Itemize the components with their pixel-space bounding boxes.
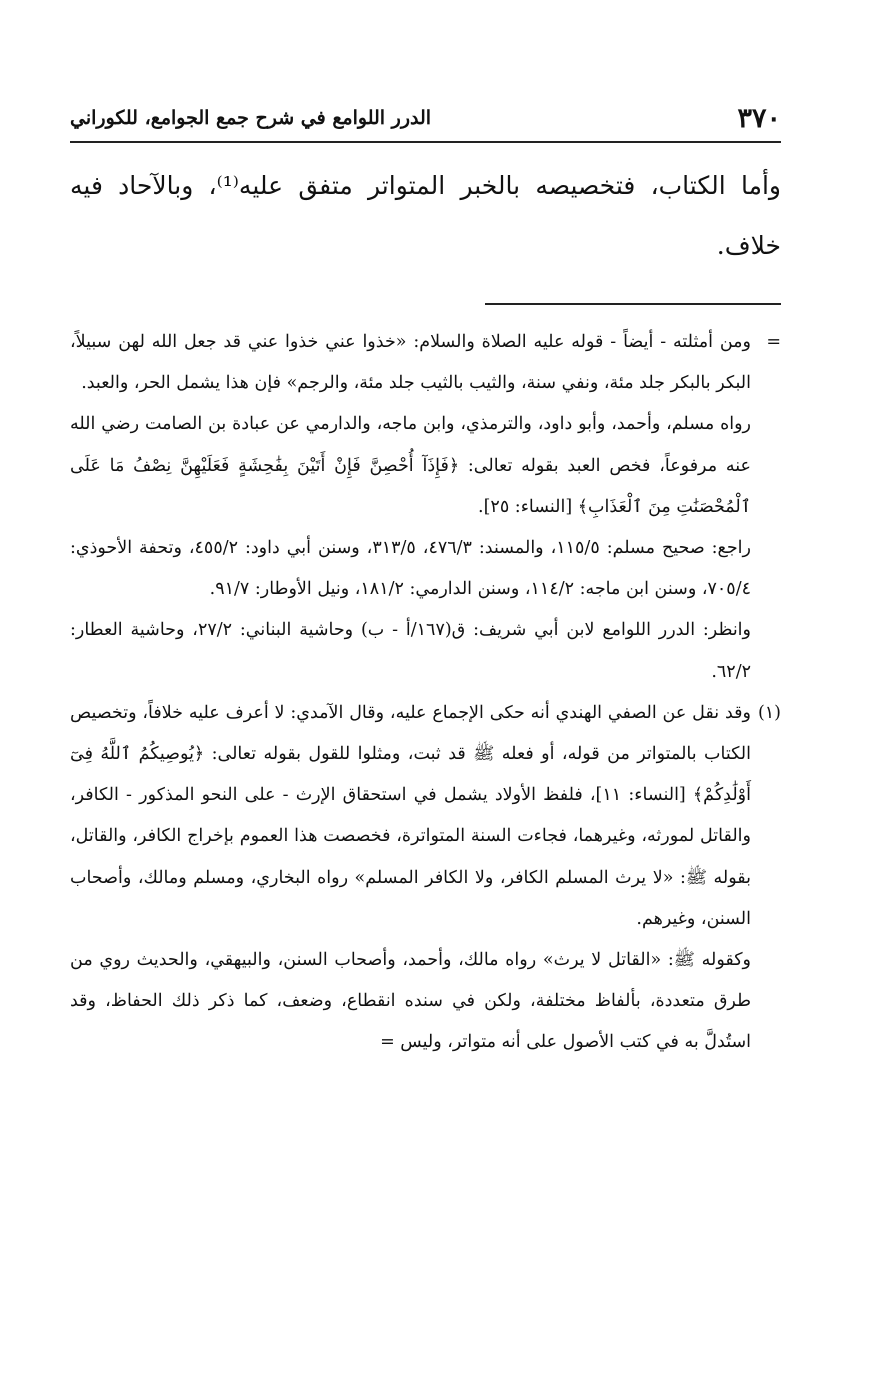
main-paragraph: وأما الكتاب، فتخصيصه بالخبر المتواتر متفق عليه⁽¹⁾، وبالآحاد فيه خلاف. — [70, 171, 781, 260]
running-title: الدرر اللوامع في شرح جمع الجوامع، للكوراني — [70, 107, 432, 129]
footnote-paragraph: وقد نقل عن الصفي الهندي أنه حكى الإجماع عليه، وقال الآمدي: لا أعرف عليه خلافاً، وتخصيص الكتاب بالمتواتر من قوله، أو فعله ﷺ قد ثبت، ومثلوا للقول بقوله تعالى: ﴿يُوصِيكُمُ ٱللَّهُ فِىٓ أَوْلَٰدِكُمْ﴾ [النساء: ١١]، فلفظ الأولاد يشمل في استحقاق الإرث - على النحو المذكور - الكافر، والقاتل لمورثه، وغيرهما، فجاءت السنة المتواترة، فخصصت هذا العموم بإخراج الكافر، والقاتل، بقوله ﷺ: «لا يرث المسلم الكافر، ولا الكافر المسلم» رواه البخاري، ومسلم ومالك، وأصحاب السنن، وغيرهم. — [70, 702, 751, 929]
footnote-separator — [485, 303, 781, 305]
footnote-paragraph: ومن أمثلته - أيضاً - قوله عليه الصلاة والسلام: «خذوا عني خذوا عني قد جعل الله لهن سبيلاً، البكر بالبكر جلد مئة، ونفي سنة، والثيب بالثيب جلد مئة، والرجم» فإن هذا يشمل الحر، والعبد. — [70, 332, 751, 394]
footnote-continuation — [70, 322, 781, 693]
header-rule — [70, 141, 781, 143]
footnote-paragraph: وانظر: الدرر اللوامع لابن أبي شريف: ق(١٦٧/أ - ب) وحاشية البناني: ٢٧/٢، وحاشية العطار: ٦٢/٢. — [70, 620, 752, 682]
footnotes — [70, 322, 781, 1064]
footnote-paragraph: وكقوله ﷺ: «القاتل لا يرث» رواه مالك، وأحمد، وأصحاب السنن، والبيهقي، والحديث روي من طرق متعددة، بألفاظ مختلفة، ولكن في سنده انقطاع، وضعف، كما ذكر ذلك الحفاظ، وقد استُدلَّ به في كتب الأصول على أنه متواتر، وليس = — [70, 950, 751, 1053]
page-header — [70, 100, 781, 136]
footnote-paragraph: راجع: صحيح مسلم: ١١٥/٥، والمسند: ٤٧٦/٣، ٣١٣/٥، وسنن أبي داود: ٤٥٥/٢، وتحفة الأحوذي: ٧٠٥/٤، وسنن ابن ماجه: ١١٤/٢، وسنن الدارمي: ١٨١/٢، ونيل الأوطار: ٩١/٧. — [70, 538, 751, 600]
footnote-1-mark: (١) — [757, 702, 781, 723]
page-number: ٣٧٠ — [737, 102, 781, 134]
continuation-mark: = — [766, 332, 781, 352]
main-text — [70, 156, 781, 276]
footnote-1 — [70, 693, 781, 1064]
footnote-paragraph: رواه مسلم، وأحمد، وأبو داود، والترمذي، وابن ماجه، والدارمي عن عبادة بن الصامت رضي الله عنه مرفوعاً، فخص العبد بقوله تعالى: ﴿فَإِذَآ أُحْصِنَّ فَإِنْ أَتَيْنَ بِفَٰحِشَةٍ فَعَلَيْهِنَّ نِصْفُ مَا عَلَى ٱلْمُحْصَنَٰتِ مِنَ ٱلْعَذَابِ﴾ [النساء: ٢٥]. — [70, 414, 751, 517]
